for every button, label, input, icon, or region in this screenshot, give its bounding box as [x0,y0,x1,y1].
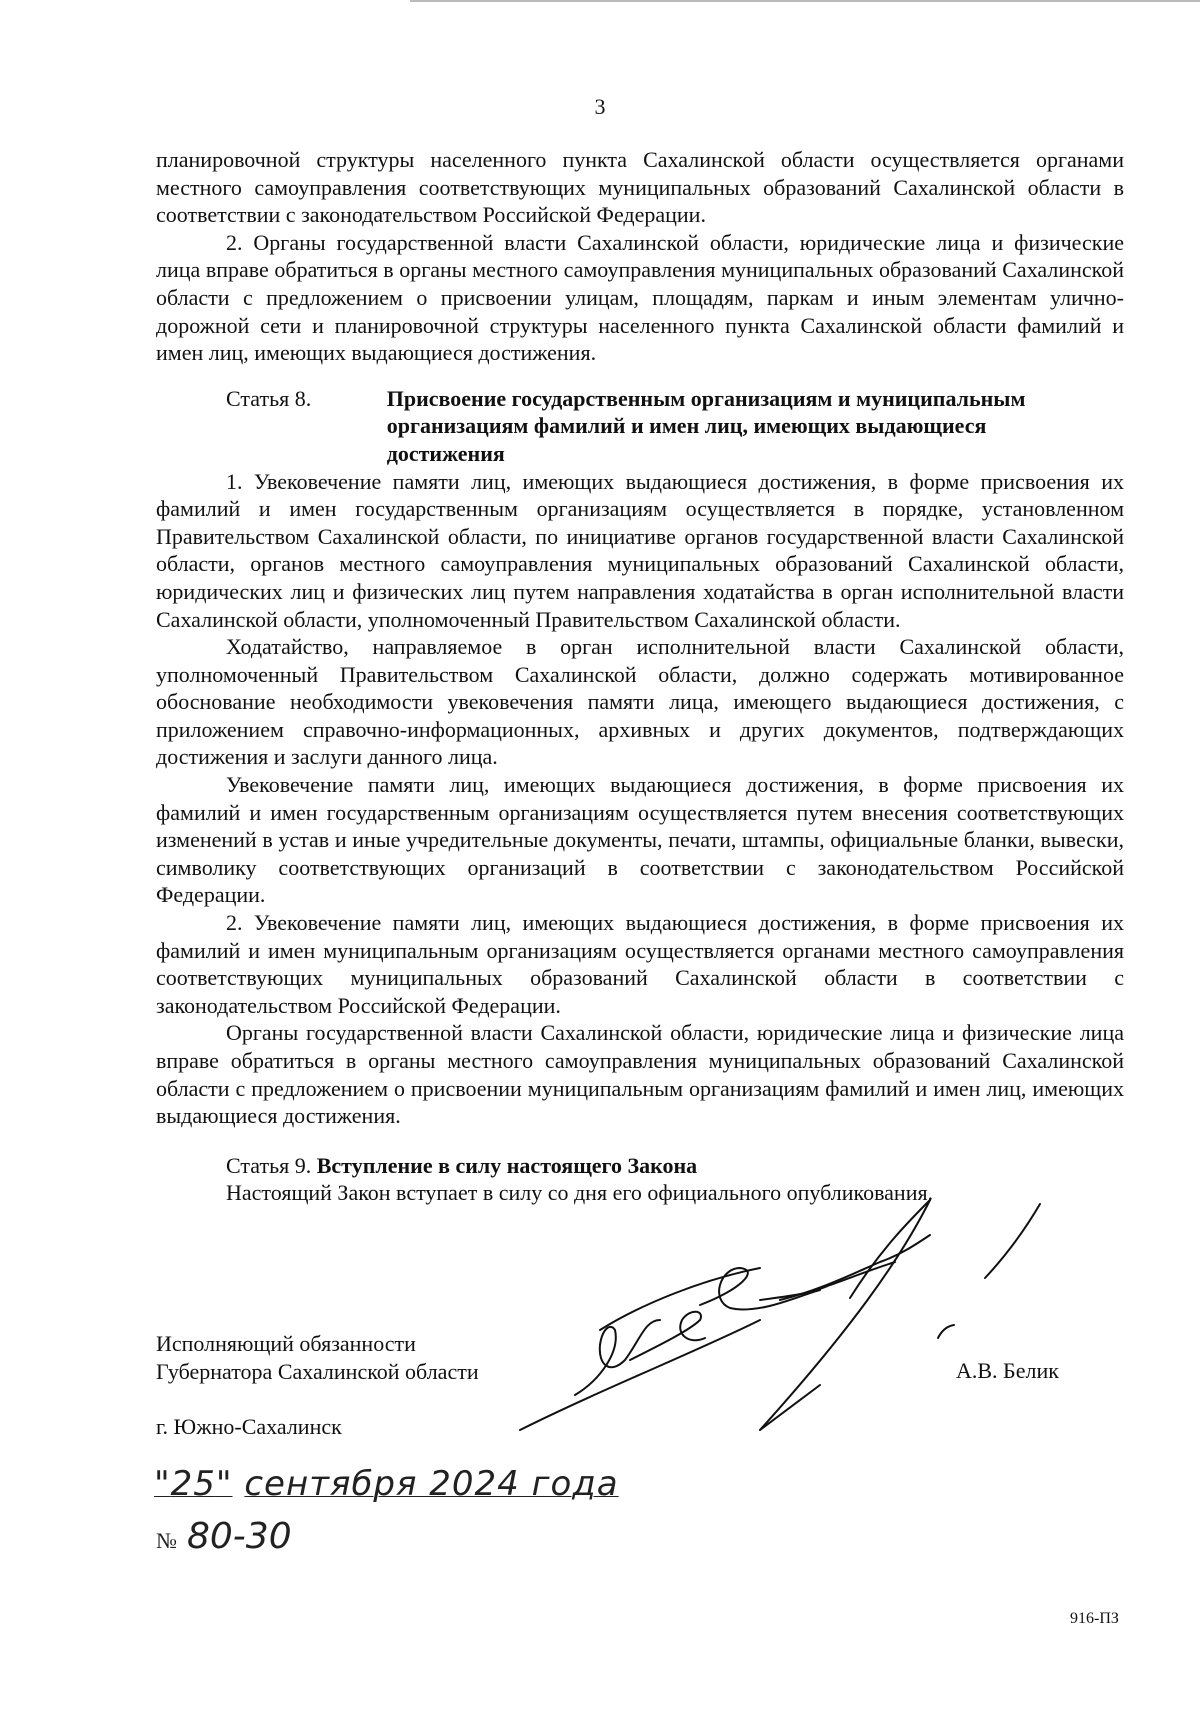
article-8-heading [156,385,1124,468]
paragraph: Увековечение памяти лиц, имеющих выдающиеся достижения, в форме присвоения их фамилий и имен государственным организациям осуществляется путем внесения соответствующих изменений в устав и иные учредительные документы, печати, штампы, официальные бланки, вывески, символику соответствующих организаций в соответствии с законодательством Российской Федерации. [156,772,1124,908]
article-8-number: Статья 8. [226,385,312,411]
paragraph: Ходатайство, направляемое в орган исполнительной власти Сахалинской области, уполномоченный Правительством Сахалинской области, должно содержать мотивированное обоснование необходимости увековечения памяти лица, имеющего выдающиеся достижения, с приложением справочно-информационных, архивных и других документов, подтверждающих достижения и заслуги данного лица. [156,634,1124,770]
document-number [156,1516,292,1557]
article-8-title-line: организациям фамилий и имен лиц, имеющих выдающиеся [386,413,987,439]
signatory-position-line: Губернатора Сахалинской области [156,1359,479,1384]
number-sign: № [156,1528,177,1553]
paragraph: 2. Увековечение памяти лиц, имеющих выдающиеся достижения, в форме присвоения их фамилий и имен муниципальным организациям осуществляется органами местного самоуправления соответствующих муниципальных образований Сахалинской области в соответствии с законодательством Российской Федерации. [156,910,1124,1018]
signatory-position-line: Исполняющий обязанности [156,1331,416,1356]
document-body [156,146,1124,1207]
paragraph: 1. Увековечение памяти лиц, имеющих выдающиеся достижения, в форме присвоения их фамилий и имен государственным организациям осуществляется в порядке, установленном Правительством Сахалинской области, по инициативе органов государственной власти Сахалинской области, органов местного самоуправления муниципальных образований Сахалинской области, юридических лиц и физических лиц путем направления ходатайства в орган исполнительной власти Сахалинской области, уполномоченный Правительством Сахалинской области. [156,468,1124,632]
article-8-title-line: достижения [386,440,505,466]
date-close-quote: " [215,1464,233,1504]
article-9-title: Вступление в силу настоящего Закона [316,1152,698,1178]
article-9-number: Статья 9. [226,1152,312,1178]
signatory-name: А.В. Белик [956,1358,1059,1383]
paragraph: планировочной структуры населенного пункта Сахалинской области осуществляется органами местного самоуправления соответствующих муниципальных образований Сахалинской области в соответствии с законодательством Российской Федерации. [156,147,1124,228]
number-value: 80-30 [187,1516,292,1557]
date-open-quote: " [154,1464,171,1504]
paragraph: 2. Органы государственной власти Сахалинской области, юридические лица и физические лица вправе обратиться в органы местного самоуправления муниципальных образований Сахалинской области с предложением о присвоении улицам, площадям, паркам и иным элементам улично-дорожной сети и планировочной структуры населенного пункта Сахалинской области фамилий и имен лиц, имеющих выдающиеся достижения. [156,229,1124,366]
article-9 [156,1152,1124,1207]
article-8-title-line: Присвоение государственным организациям и муниципальным [386,385,1026,411]
scan-edge-line [410,0,1200,2]
date-day: 25 [170,1464,216,1504]
city: г. Южно-Сахалинск [156,1414,342,1439]
article-9-text: Настоящий Закон вступает в силу со дня его официального опубликования. [226,1180,934,1206]
article-8-title [387,385,1124,468]
article-9-heading [226,1152,1124,1180]
paragraph: Органы государственной власти Сахалинской области, юридические лица и физические лица вправе обратиться в органы местного самоуправления муниципальных образований Сахалинской области с предложением о присвоении муниципальным организациям фамилий и имен лиц, имеющих выдающиеся достижения. [156,1020,1124,1129]
handwritten-date [154,1464,619,1504]
date-rest: сентября 2024 года [244,1464,619,1504]
page-number: 3 [594,94,606,119]
signatory-position [156,1330,479,1386]
document-code: 916-ПЗ [1070,1610,1119,1627]
